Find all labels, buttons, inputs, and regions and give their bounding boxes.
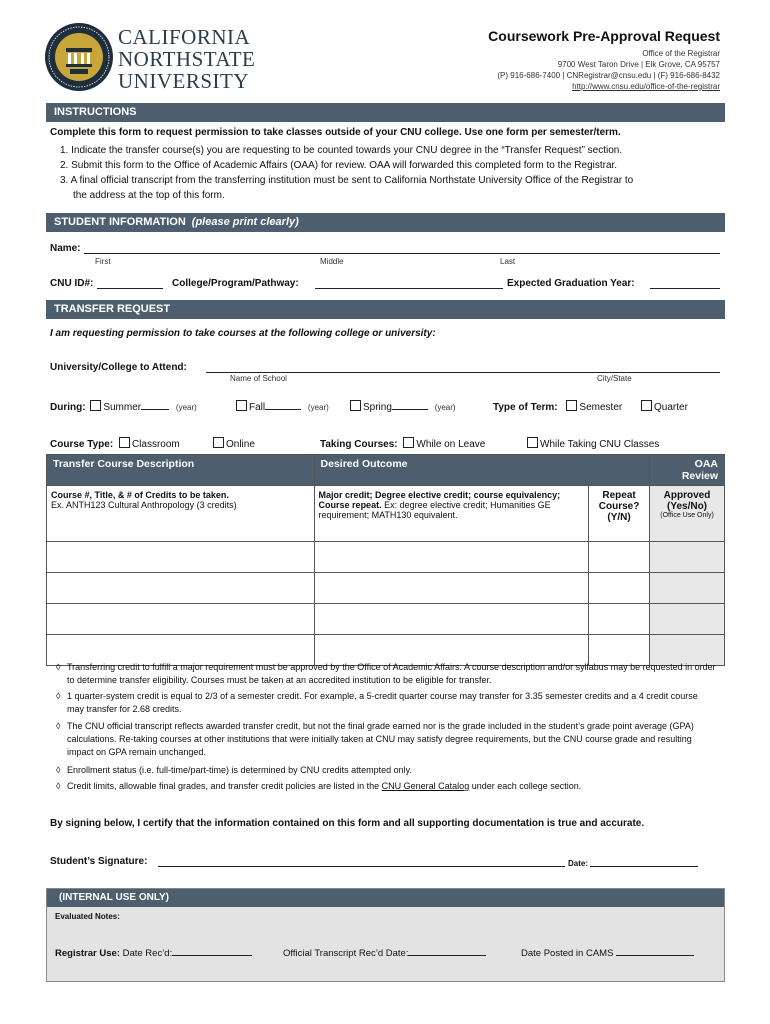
logo-line-2: NORTHSTATE [118,47,256,71]
repeat-cell[interactable] [589,573,650,604]
summer-year-line[interactable] [141,400,169,410]
col-oaa-review: OAA Review [650,455,725,486]
date-label: Date: [568,859,589,868]
term-type-row [493,400,688,413]
quarter-checkbox[interactable] [641,400,652,411]
first-label: First [95,257,111,266]
registrar-row [55,946,252,959]
type-of-term-label: Type of Term: [493,402,558,413]
page-title: Coursework Pre-Approval Request [488,28,720,44]
office-name: Office of the Registrar [642,49,720,58]
cnu-id-input-line[interactable] [97,279,163,289]
course-type-label: Course Type: [50,439,114,450]
transfer-request-heading: TRANSFER REQUEST [46,300,725,319]
summer-label: Summer [103,402,142,413]
outcome-cell[interactable] [314,542,589,573]
outcome-cell[interactable] [314,604,589,635]
header-block [488,28,720,92]
while-on-leave-label: While on Leave [416,439,486,450]
instruction-step: 3. A final official transcript from the transferring institution must be sent to California Northstate University Office of the Registrar to [60,175,634,186]
instructions-heading: INSTRUCTIONS [46,103,725,122]
online-option [213,437,255,450]
certify-statement: By signing below, I certify that the information contained on this form and all supporting documentation is true and accurate. [50,818,645,829]
quarter-label: Quarter [654,402,688,413]
instruction-step: 2. Submit this form to the Office of Academic Affairs (OAA) for review. OAA will forwarded this completed form to the Registrar. [60,160,618,171]
approved-header: Approved (Yes/No) (Office Use Only) [650,486,725,542]
office-contact: (P) 916-686-7400 | CNRegistrar@cnsu.edu | (F) 916-686-8432 [497,71,720,80]
last-label: Last [500,257,516,266]
instruction-step: the address at the top of this form. [73,190,225,201]
repeat-cell[interactable] [589,604,650,635]
city-state-label: City/State [597,374,632,383]
transcript-date-label: Official Transcript Rec’d Date: [283,948,409,959]
year-label: (year) [175,403,197,412]
name-of-school-label: Name of School [230,374,287,383]
while-taking-option [527,437,659,450]
catalog-link[interactable]: CNU General Catalog [381,781,470,791]
name-input-line[interactable] [84,244,720,254]
note-item: ◊ Enrollment status (i.e. full-time/part-time) is determined by CNU credits attempted only. [56,765,412,775]
spring-checkbox[interactable] [350,400,361,411]
note-item: ◊ Credit limits, allowable final grades, and transfer credit policies are listed in the CNU General Catalog under each college section. [56,781,582,791]
college-label: College/Program/Pathway: [172,278,299,289]
table-row [47,604,725,635]
col-course-description: Transfer Course Description [47,455,315,486]
course-description-guide: Course #, Title, & # of Credits to be taken. Ex. ANTH123 Cultural Anthropology (3 credits) [47,486,315,542]
col-desired-outcome: Desired Outcome [314,455,649,486]
logo-line-3: UNIVERSITY [118,69,249,93]
repeat-course-header: Repeat Course? (Y/N) [589,486,650,542]
student-info-heading: STUDENT INFORMATION (please print clearly) [46,213,725,232]
signature-line[interactable] [158,857,565,867]
fall-label: Fall [249,402,266,413]
date-recd-label: Date Rec’d: [122,948,173,959]
office-address: 9700 West Taron Drive | Elk Grove, CA 95757 [557,60,720,69]
during-label: During: [50,402,86,413]
taking-courses-label: Taking Courses: [320,439,398,450]
online-checkbox[interactable] [213,437,224,448]
date-recd-line[interactable] [172,946,252,956]
internal-use-box [46,888,725,982]
date-posted-line[interactable] [616,946,694,956]
fall-checkbox[interactable] [236,400,247,411]
date-posted-label: Date Posted in CAMS [521,948,614,959]
fall-year-line[interactable] [265,400,301,410]
online-label: Online [226,439,255,450]
approved-cell [650,573,725,604]
taking-courses-row [320,437,485,450]
approved-cell [650,604,725,635]
note-item: ◊ Transferring credit to fulfill a major requirement must be approved by the Office of Academic Affairs. A course description and/or syllabus may be requested in order to determine transfer eligibility. Courses must be taken at an accredited institution to be eligible for transfer. [56,662,716,685]
college-input-line[interactable] [315,279,503,289]
evaluated-notes-label: Evaluated Notes: [55,912,120,921]
outcome-cell[interactable] [314,573,589,604]
classroom-checkbox[interactable] [119,437,130,448]
repeat-cell[interactable] [589,542,650,573]
logo-wordmark [118,26,255,92]
note-item: ◊ The CNU official transcript reflects awarded transfer credit, but not the final grade earned nor is the grade included in the student’s grade point average (GPA) calculations. Re-taking courses at other institutions that were initially taken at CNU may satisfy degree requirements, but the CNU course grade and resulting impact on GPA remain unchanged. [56,721,694,757]
university-label: University/College to Attend: [50,362,187,373]
table-row [47,542,725,573]
internal-use-heading: (INTERNAL USE ONLY) [47,889,724,907]
university-input-line[interactable] [206,363,720,373]
course-cell[interactable] [47,573,315,604]
course-cell[interactable] [47,604,315,635]
spring-label: Spring [363,402,392,413]
course-type-row [50,437,180,450]
signature-label: Student’s Signature: [50,856,148,867]
cnu-id-label: CNU ID#: [50,278,94,289]
fall-option [236,400,329,413]
grad-year-label: Expected Graduation Year: [507,278,635,289]
while-taking-label: While Taking CNU Classes [540,439,660,450]
year-label: (year) [434,403,456,412]
note-item: ◊ 1 quarter-system credit is equal to 2/3 of a semester credit. For example, a 5-credit quarter course may transfer for 3.35 semester credits and a 4 credit course may transfer for 2.68 credits. [56,691,698,714]
signature-date-line[interactable] [590,857,698,867]
course-cell[interactable] [47,542,315,573]
approved-cell [650,542,725,573]
semester-label: Semester [579,402,623,413]
transcript-row [283,946,486,959]
semester-checkbox[interactable] [566,400,577,411]
posted-row [521,946,694,959]
transcript-date-line[interactable] [408,946,486,956]
registrar-use-label: Registrar Use: [55,948,120,959]
table-row [47,573,725,604]
logo-line-1: CALIFORNIA [118,25,251,49]
while-taking-checkbox[interactable] [527,437,538,448]
name-label: Name: [50,243,81,254]
transfer-lead: I am requesting permission to take courses at the following college or university: [50,328,436,339]
grad-year-input-line[interactable] [650,279,720,289]
year-label: (year) [307,403,329,412]
summer-checkbox[interactable] [90,400,101,411]
while-on-leave-checkbox[interactable] [403,437,414,448]
instruction-step: 1. Indicate the transfer course(s) you are requesting to be counted towards your CNU degree in the “Transfer Request” section. [60,145,623,156]
term-row [50,400,197,413]
classroom-label: Classroom [131,439,180,450]
university-seal [44,22,114,92]
middle-label: Middle [320,257,344,266]
spring-year-line[interactable] [392,400,428,410]
spring-option [350,400,456,413]
instructions-steps [60,143,633,203]
desired-outcome-guide: Major credit; Degree elective credit; course equivalency; Course repeat. Ex: degree elective credit; Humanities GE requirement; MATH130 equivalent. [314,486,589,542]
office-url-link[interactable]: http://www.cnsu.edu/office-of-the-registrar [572,82,720,91]
transfer-course-table [46,454,725,666]
instructions-lead: Complete this form to request permission to take classes outside of your CNU college. Use one form per semester/term. [50,127,621,138]
